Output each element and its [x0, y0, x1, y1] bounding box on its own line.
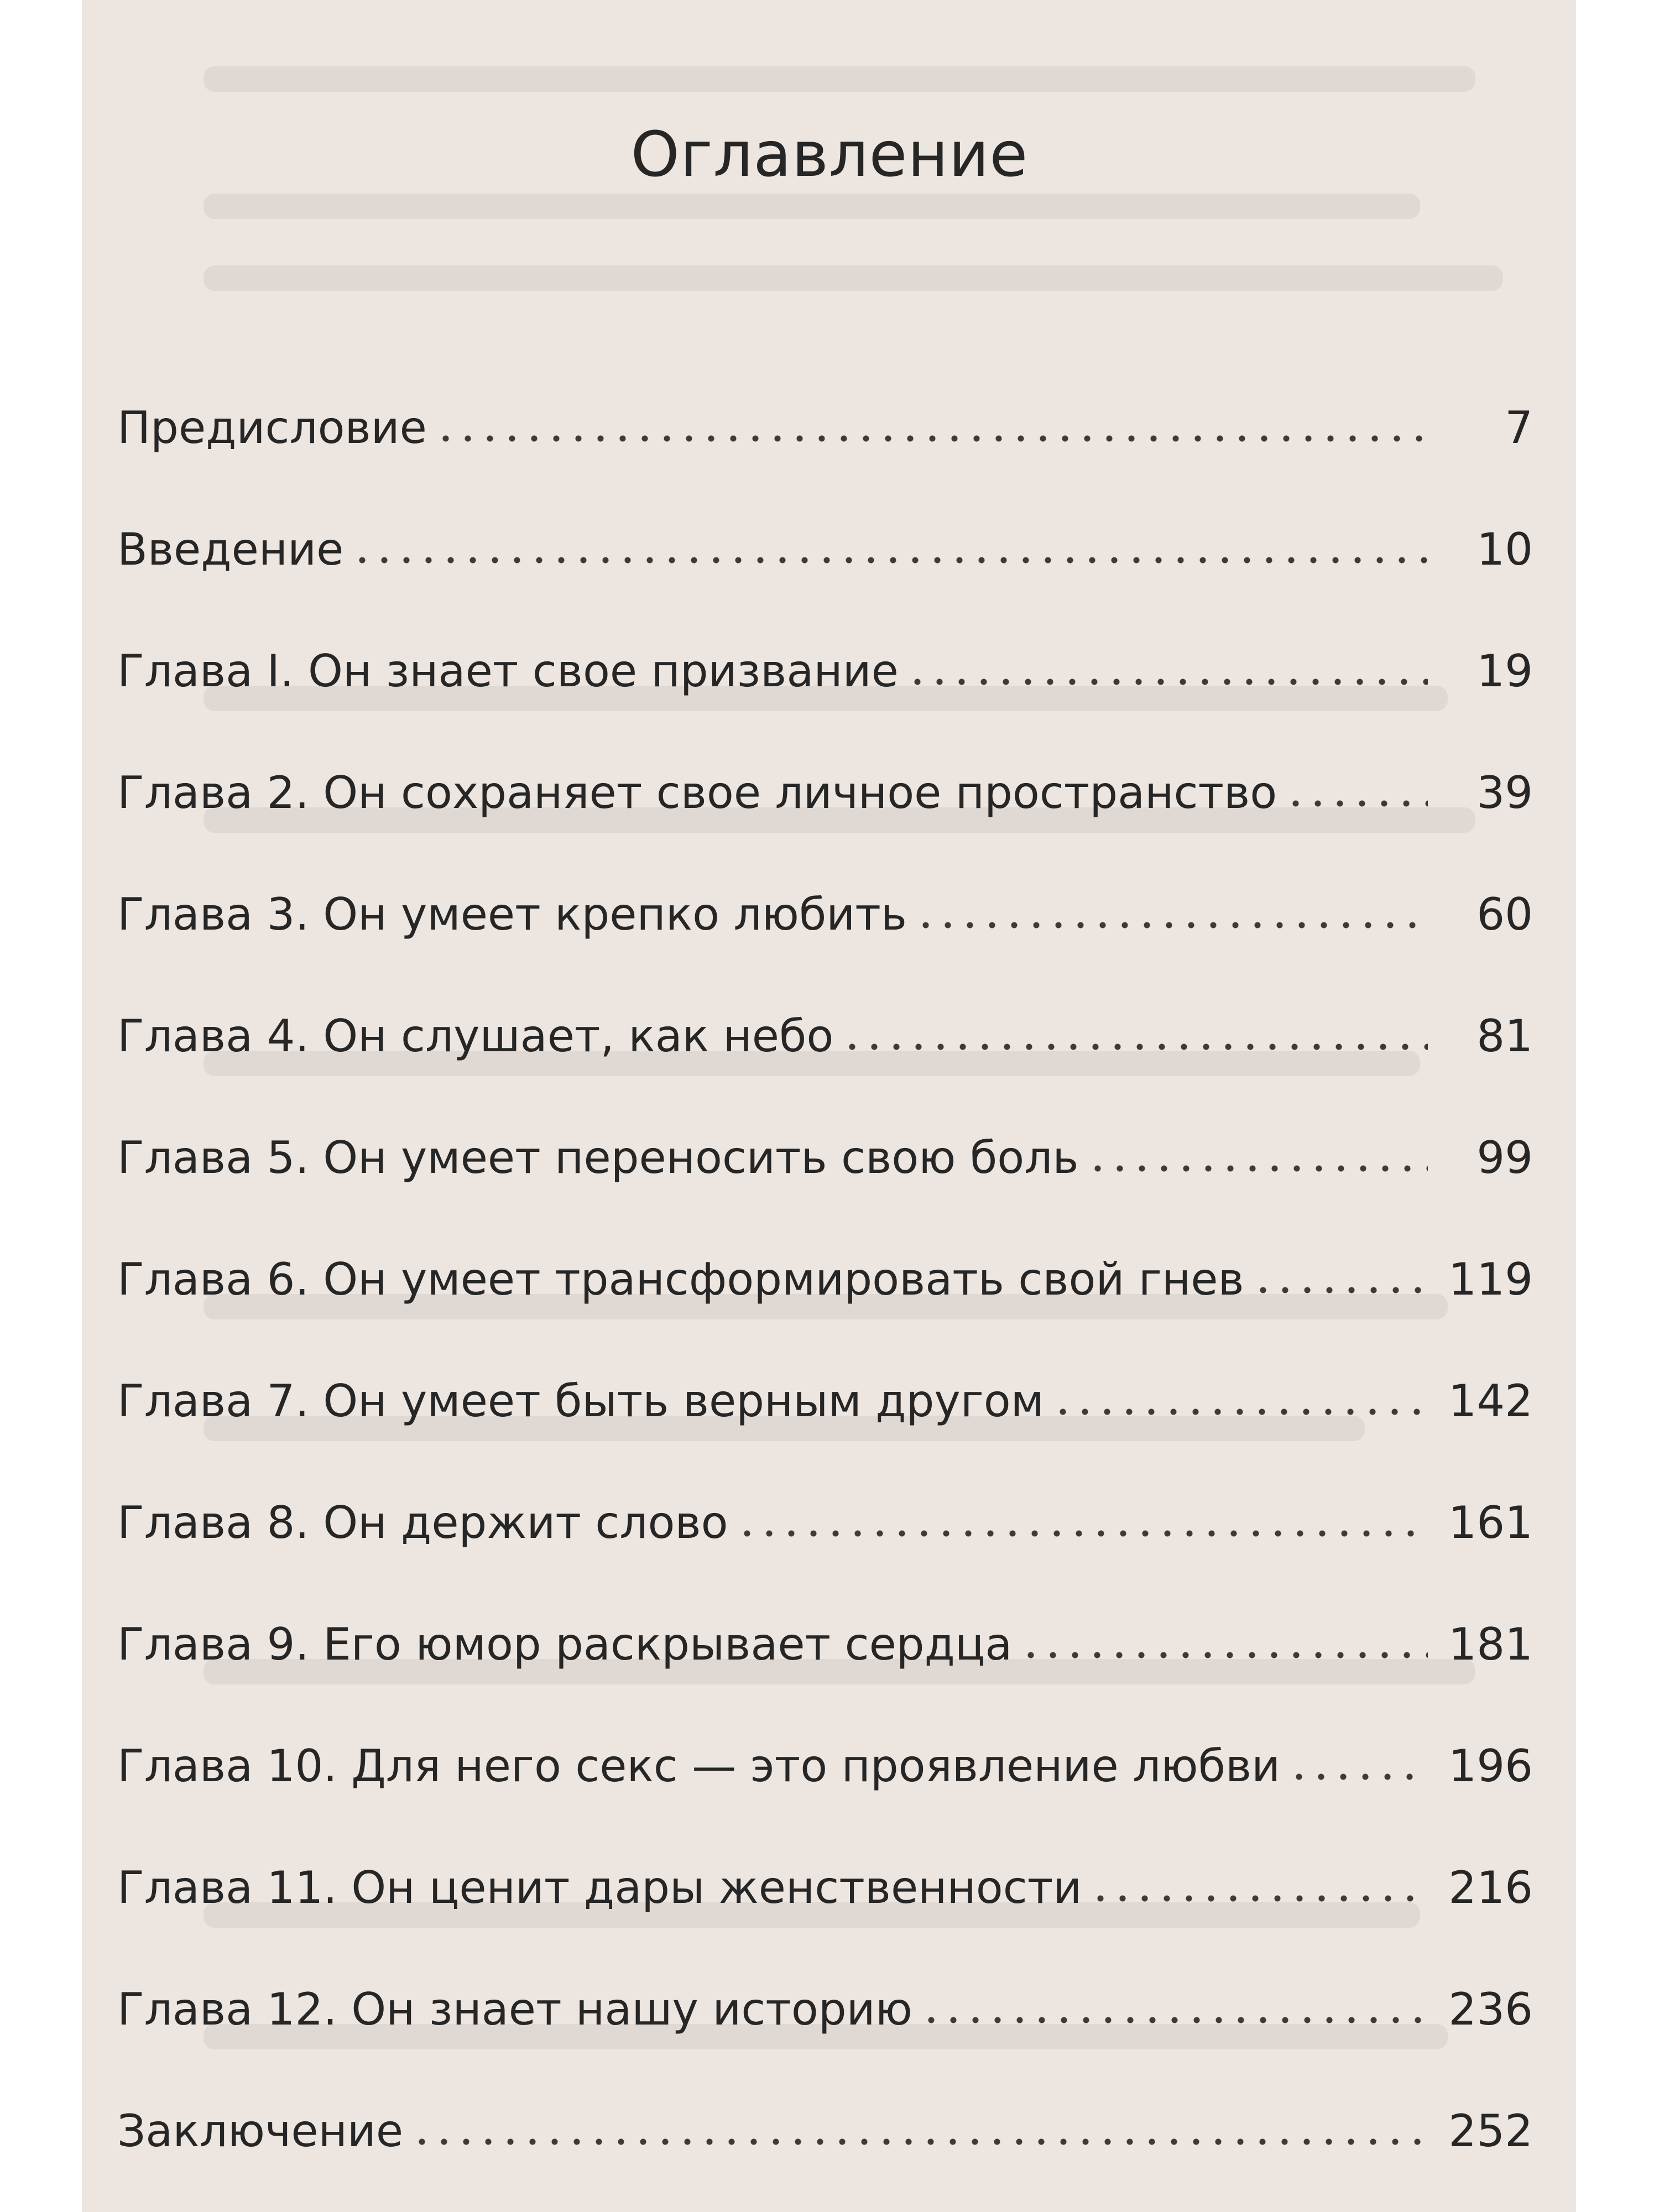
toc-entry-title: Глава 3. Он умеет крепко любить — [117, 889, 907, 940]
dot-leader — [920, 2016, 1428, 2024]
toc-entry-title: Глава 6. Он умеет трансформировать свой гнев — [117, 1254, 1244, 1305]
toc-entry — [117, 1305, 1533, 1427]
dot-leader — [915, 921, 1428, 929]
toc-entry-page-number: 7 — [1505, 402, 1533, 453]
dot-leader — [1052, 1408, 1428, 1416]
toc-entry — [117, 940, 1533, 1062]
toc-entry — [117, 575, 1533, 697]
toc-entry — [117, 2035, 1533, 2157]
toc-entry-page-number: 236 — [1448, 1984, 1533, 2035]
toc-entry — [117, 1670, 1533, 1792]
toc-entry-title: Глава 8. Он держит слово — [117, 1497, 728, 1548]
toc-entry-page-number: 19 — [1477, 645, 1533, 697]
toc-entry-page-number: 181 — [1448, 1619, 1533, 1670]
dot-leader — [411, 2138, 1428, 2146]
toc-entry-page-number: 216 — [1448, 1862, 1533, 1913]
dot-leader — [1087, 1165, 1428, 1172]
toc-entry-title: Глава 11. Он ценит дары женственности — [117, 1862, 1082, 1913]
toc-entry — [117, 1792, 1533, 1913]
bleed-through-text — [204, 194, 1420, 219]
toc-entry — [117, 818, 1533, 940]
toc-entry-page-number: 39 — [1477, 767, 1533, 818]
bleed-through-text — [204, 66, 1475, 92]
toc-entry — [117, 332, 1533, 453]
dot-leader — [1089, 1895, 1428, 1902]
dot-leader — [1285, 800, 1428, 807]
toc-entry-title: Глава I. Он знает свое призвание — [117, 645, 899, 697]
toc-entry — [117, 453, 1533, 575]
toc-entry-page-number: 196 — [1448, 1740, 1533, 1792]
toc-entry-title: Глава 5. Он умеет переносить свою боль — [117, 1132, 1079, 1183]
dot-leader — [1288, 1773, 1428, 1781]
toc-entry-title: Заключение — [117, 2105, 404, 2157]
toc-entry-title: Глава 2. Он сохраняет свое личное пространство — [117, 767, 1277, 818]
dot-leader — [1020, 1651, 1428, 1659]
bleed-through-text — [204, 265, 1503, 291]
toc-entry-page-number: 10 — [1477, 524, 1533, 575]
toc-entry — [117, 1062, 1533, 1183]
dot-leader — [841, 1043, 1428, 1051]
toc-entry — [117, 1548, 1533, 1670]
toc-entry — [117, 1183, 1533, 1305]
toc-entry-title: Глава 12. Он знает нашу историю — [117, 1984, 912, 2035]
toc-entry-title: Глава 7. Он умеет быть верным другом — [117, 1375, 1045, 1427]
toc-entry-title: Глава 9. Его юмор раскрывает сердца — [117, 1619, 1013, 1670]
toc-entry-title: Глава 4. Он слушает, как небо — [117, 1010, 834, 1062]
toc-entry — [117, 1427, 1533, 1548]
toc-entry-title: Глава 10. Для него секс — это проявление любви — [117, 1740, 1281, 1792]
toc-entry — [117, 1913, 1533, 2035]
dot-leader — [1252, 1286, 1428, 1294]
toc-entry-title: Предисловие — [117, 402, 427, 453]
table-of-contents — [117, 332, 1533, 2157]
toc-entry-page-number: 252 — [1448, 2105, 1533, 2157]
toc-entry-page-number: 81 — [1477, 1010, 1533, 1062]
dot-leader — [736, 1530, 1428, 1537]
toc-entry-page-number: 60 — [1477, 889, 1533, 940]
page-title: Оглавление — [630, 119, 1029, 191]
toc-entry-page-number: 142 — [1448, 1375, 1533, 1427]
toc-entry-page-number: 119 — [1448, 1254, 1533, 1305]
toc-entry-page-number: 99 — [1477, 1132, 1533, 1183]
toc-entry — [117, 697, 1533, 818]
toc-entry-page-number: 161 — [1448, 1497, 1533, 1548]
dot-leader — [906, 678, 1428, 686]
toc-entry-title: Введение — [117, 524, 344, 575]
dot-leader — [351, 556, 1428, 564]
dot-leader — [435, 435, 1428, 442]
